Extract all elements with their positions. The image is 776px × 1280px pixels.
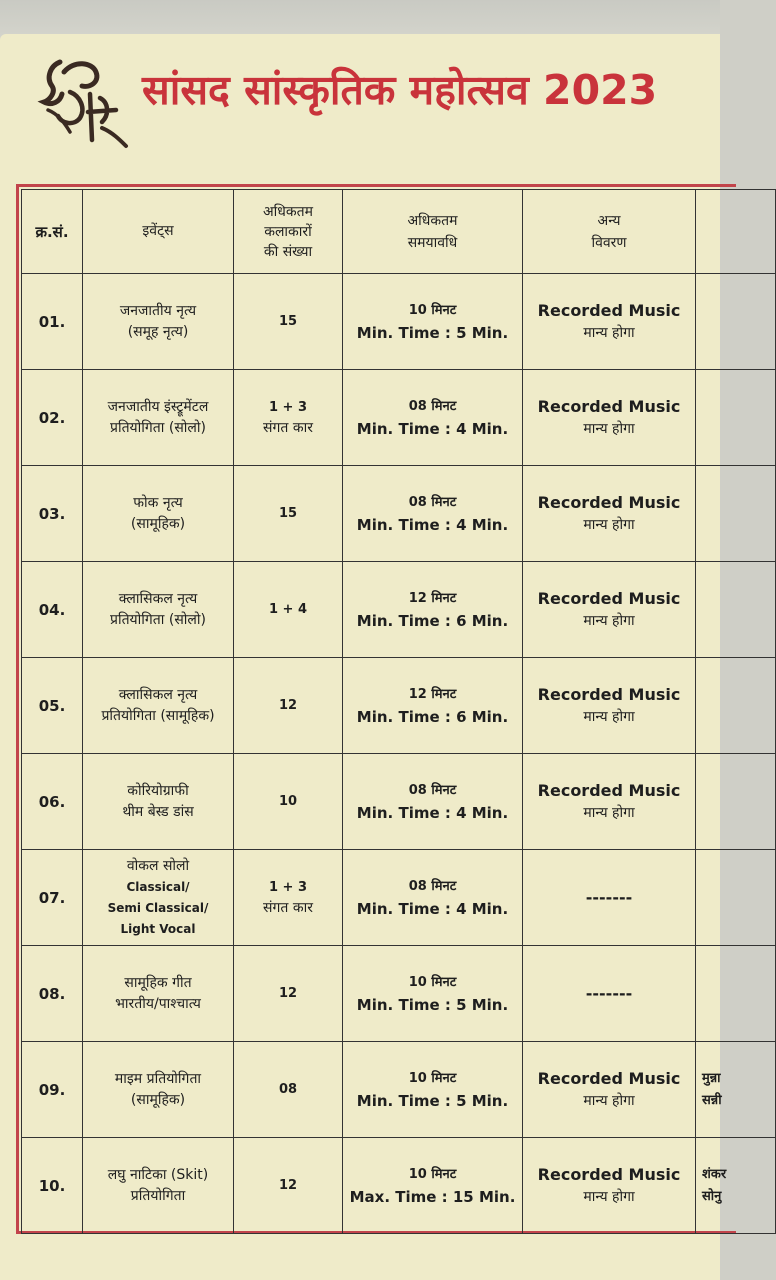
cell-event — [83, 658, 234, 754]
cell-artists — [234, 370, 343, 466]
cell-extra — [696, 1138, 776, 1234]
other-english: Recorded Music — [537, 1164, 681, 1184]
max-time: 08 मिनट — [408, 494, 457, 510]
other-english: ------- — [585, 887, 633, 907]
cell-extra — [696, 1042, 776, 1138]
cell-other — [523, 1138, 696, 1234]
other-english: Recorded Music — [537, 588, 681, 608]
artists-note: संगत कार — [263, 419, 313, 436]
cell-time — [343, 370, 523, 466]
table-row — [22, 850, 776, 946]
max-time: 10 मिनट — [408, 302, 457, 318]
extra-line: शंकर — [702, 1166, 727, 1182]
event-name: क्लासिकल नृत्य — [118, 590, 198, 607]
min-time: Min. Time : 4 Min. — [356, 803, 509, 822]
cell-sn: 04. — [22, 562, 83, 658]
event-name: लघु नाटिका (Skit) — [107, 1166, 209, 1183]
page-title: सांसद सांस्कृतिक महोत्सव 2023 — [142, 66, 658, 114]
cell-event — [83, 850, 234, 946]
event-subtitle: प्रतियोगिता (सोलो) — [109, 611, 206, 628]
event-subtitle: (सामूहिक) — [130, 515, 186, 532]
event-name: जनजातीय इंस्ट्रूमेंटल — [107, 398, 209, 415]
header-extra — [696, 190, 776, 274]
max-time: 08 मिनट — [408, 398, 457, 414]
event-subtitle: थीम बेस्ड डांस — [122, 803, 194, 820]
table-row — [22, 946, 776, 1042]
event-name: जनजातीय नृत्य — [119, 302, 197, 319]
cell-artists — [234, 850, 343, 946]
min-time: Min. Time : 4 Min. — [356, 515, 509, 534]
min-time: Min. Time : 5 Min. — [356, 995, 509, 1014]
max-time: 08 मिनट — [408, 782, 457, 798]
cell-time — [343, 658, 523, 754]
cell-other — [523, 562, 696, 658]
max-time: 12 मिनट — [408, 686, 457, 702]
yuva-sangam-logo-icon — [40, 52, 130, 148]
max-time: 12 मिनट — [408, 590, 457, 606]
artists-count: 08 — [278, 1081, 298, 1097]
cell-other — [523, 946, 696, 1042]
event-subtitle: प्रतियोगिता (सामूहिक) — [101, 707, 215, 724]
other-hindi: मान्य होगा — [583, 1092, 635, 1109]
event-name: वोकल सोलो — [126, 857, 190, 874]
artists-count: 1 + 3 — [268, 399, 308, 415]
cell-extra — [696, 946, 776, 1042]
cell-other — [523, 850, 696, 946]
table-row — [22, 562, 776, 658]
cell-sn: 08. — [22, 946, 83, 1042]
max-time: 08 मिनट — [408, 878, 457, 894]
cell-time — [343, 850, 523, 946]
table-row — [22, 1042, 776, 1138]
cell-other — [523, 658, 696, 754]
event-subtitle: प्रतियोगिता (सोलो) — [109, 419, 206, 436]
min-time: Min. Time : 4 Min. — [356, 419, 509, 438]
other-english: Recorded Music — [537, 1068, 681, 1088]
cell-extra — [696, 370, 776, 466]
artists-count: 15 — [278, 313, 298, 329]
other-english: Recorded Music — [537, 684, 681, 704]
cell-time — [343, 946, 523, 1042]
header-time: अधिकतम समयावधि — [343, 190, 523, 274]
extra-line: सोनु — [702, 1188, 722, 1204]
artists-count: 15 — [278, 505, 298, 521]
artists-note: संगत कार — [263, 899, 313, 916]
table-row — [22, 274, 776, 370]
other-english: ------- — [585, 983, 633, 1003]
cell-event — [83, 466, 234, 562]
table-row — [22, 1138, 776, 1234]
cell-sn: 05. — [22, 658, 83, 754]
min-time: Min. Time : 6 Min. — [356, 611, 509, 630]
table-header-row — [22, 190, 776, 274]
cell-time — [343, 754, 523, 850]
other-english: Recorded Music — [537, 396, 681, 416]
cell-other — [523, 274, 696, 370]
artists-count: 1 + 4 — [268, 601, 308, 617]
header-sn: क्र.सं. — [22, 190, 83, 274]
max-time: 10 मिनट — [408, 1070, 457, 1086]
other-hindi: मान्य होगा — [583, 612, 635, 629]
cell-sn: 02. — [22, 370, 83, 466]
max-time: 10 मिनट — [408, 974, 457, 990]
event-subtitle: (सामूहिक) — [130, 1091, 186, 1108]
event-name: क्लासिकल नृत्य — [118, 686, 198, 703]
event-name: सामूहिक गीत — [124, 974, 192, 991]
cell-extra — [696, 754, 776, 850]
cell-sn: 10. — [22, 1138, 83, 1234]
other-hindi: मान्य होगा — [583, 516, 635, 533]
other-hindi: मान्य होगा — [583, 420, 635, 437]
min-time: Max. Time : 15 Min. — [349, 1187, 516, 1206]
artists-count: 12 — [278, 1177, 298, 1193]
cell-event — [83, 1042, 234, 1138]
event-subtitle: भारतीय/पाश्चात्य — [115, 995, 201, 1012]
cell-event — [83, 946, 234, 1042]
cell-extra — [696, 850, 776, 946]
min-time: Min. Time : 5 Min. — [356, 1091, 509, 1110]
event-subtitle: प्रतियोगिता — [130, 1187, 186, 1204]
cell-time — [343, 466, 523, 562]
cell-sn: 07. — [22, 850, 83, 946]
other-hindi: मान्य होगा — [583, 804, 635, 821]
event-name: माइम प्रतियोगिता — [114, 1070, 202, 1087]
cell-artists — [234, 274, 343, 370]
header-artists: अधिकतम कलाकारों की संख्या — [234, 190, 343, 274]
cell-event — [83, 562, 234, 658]
other-hindi: मान्य होगा — [583, 1188, 635, 1205]
cell-event — [83, 274, 234, 370]
event-subtitle: (समूह नृत्य) — [127, 323, 189, 340]
artists-count: 12 — [278, 985, 298, 1001]
other-english: Recorded Music — [537, 780, 681, 800]
cell-sn: 06. — [22, 754, 83, 850]
cell-other — [523, 1042, 696, 1138]
cell-artists — [234, 1138, 343, 1234]
cell-other — [523, 754, 696, 850]
artists-count: 1 + 3 — [268, 879, 308, 895]
event-subtitle: Classical/ — [126, 879, 190, 894]
cell-artists — [234, 946, 343, 1042]
cell-time — [343, 562, 523, 658]
cell-other — [523, 466, 696, 562]
event-name: फोक नृत्य — [133, 494, 183, 511]
min-time: Min. Time : 4 Min. — [356, 899, 509, 918]
cell-extra — [696, 466, 776, 562]
artists-count: 10 — [278, 793, 298, 809]
cell-event — [83, 754, 234, 850]
table-row — [22, 466, 776, 562]
cell-other — [523, 370, 696, 466]
cell-sn: 03. — [22, 466, 83, 562]
cell-artists — [234, 562, 343, 658]
cell-artists — [234, 754, 343, 850]
other-english: Recorded Music — [537, 492, 681, 512]
table-row — [22, 754, 776, 850]
cell-extra — [696, 274, 776, 370]
cell-time — [343, 1138, 523, 1234]
cell-artists — [234, 658, 343, 754]
other-hindi: मान्य होगा — [583, 708, 635, 725]
event-name: कोरियोग्राफी — [127, 782, 189, 799]
other-english: Recorded Music — [537, 300, 681, 320]
cell-time — [343, 1042, 523, 1138]
event-subtitle: Semi Classical/ — [107, 900, 209, 915]
table-row — [22, 658, 776, 754]
cell-time — [343, 274, 523, 370]
max-time: 10 मिनट — [408, 1166, 457, 1182]
header-other: अन्य विवरण — [523, 190, 696, 274]
cell-sn: 01. — [22, 274, 83, 370]
table-row — [22, 370, 776, 466]
cell-event — [83, 1138, 234, 1234]
header-events: इवेंट्स — [83, 190, 234, 274]
cell-artists — [234, 1042, 343, 1138]
cell-artists — [234, 466, 343, 562]
event-subtitle: Light Vocal — [120, 921, 196, 936]
cell-event — [83, 370, 234, 466]
artists-count: 12 — [278, 697, 298, 713]
cell-extra — [696, 658, 776, 754]
cell-extra — [696, 562, 776, 658]
other-hindi: मान्य होगा — [583, 324, 635, 341]
min-time: Min. Time : 6 Min. — [356, 707, 509, 726]
events-table — [21, 189, 776, 1234]
extra-line: सन्नी — [702, 1092, 722, 1108]
min-time: Min. Time : 5 Min. — [356, 323, 509, 342]
extra-line: मुन्ना — [702, 1070, 721, 1086]
cell-sn: 09. — [22, 1042, 83, 1138]
